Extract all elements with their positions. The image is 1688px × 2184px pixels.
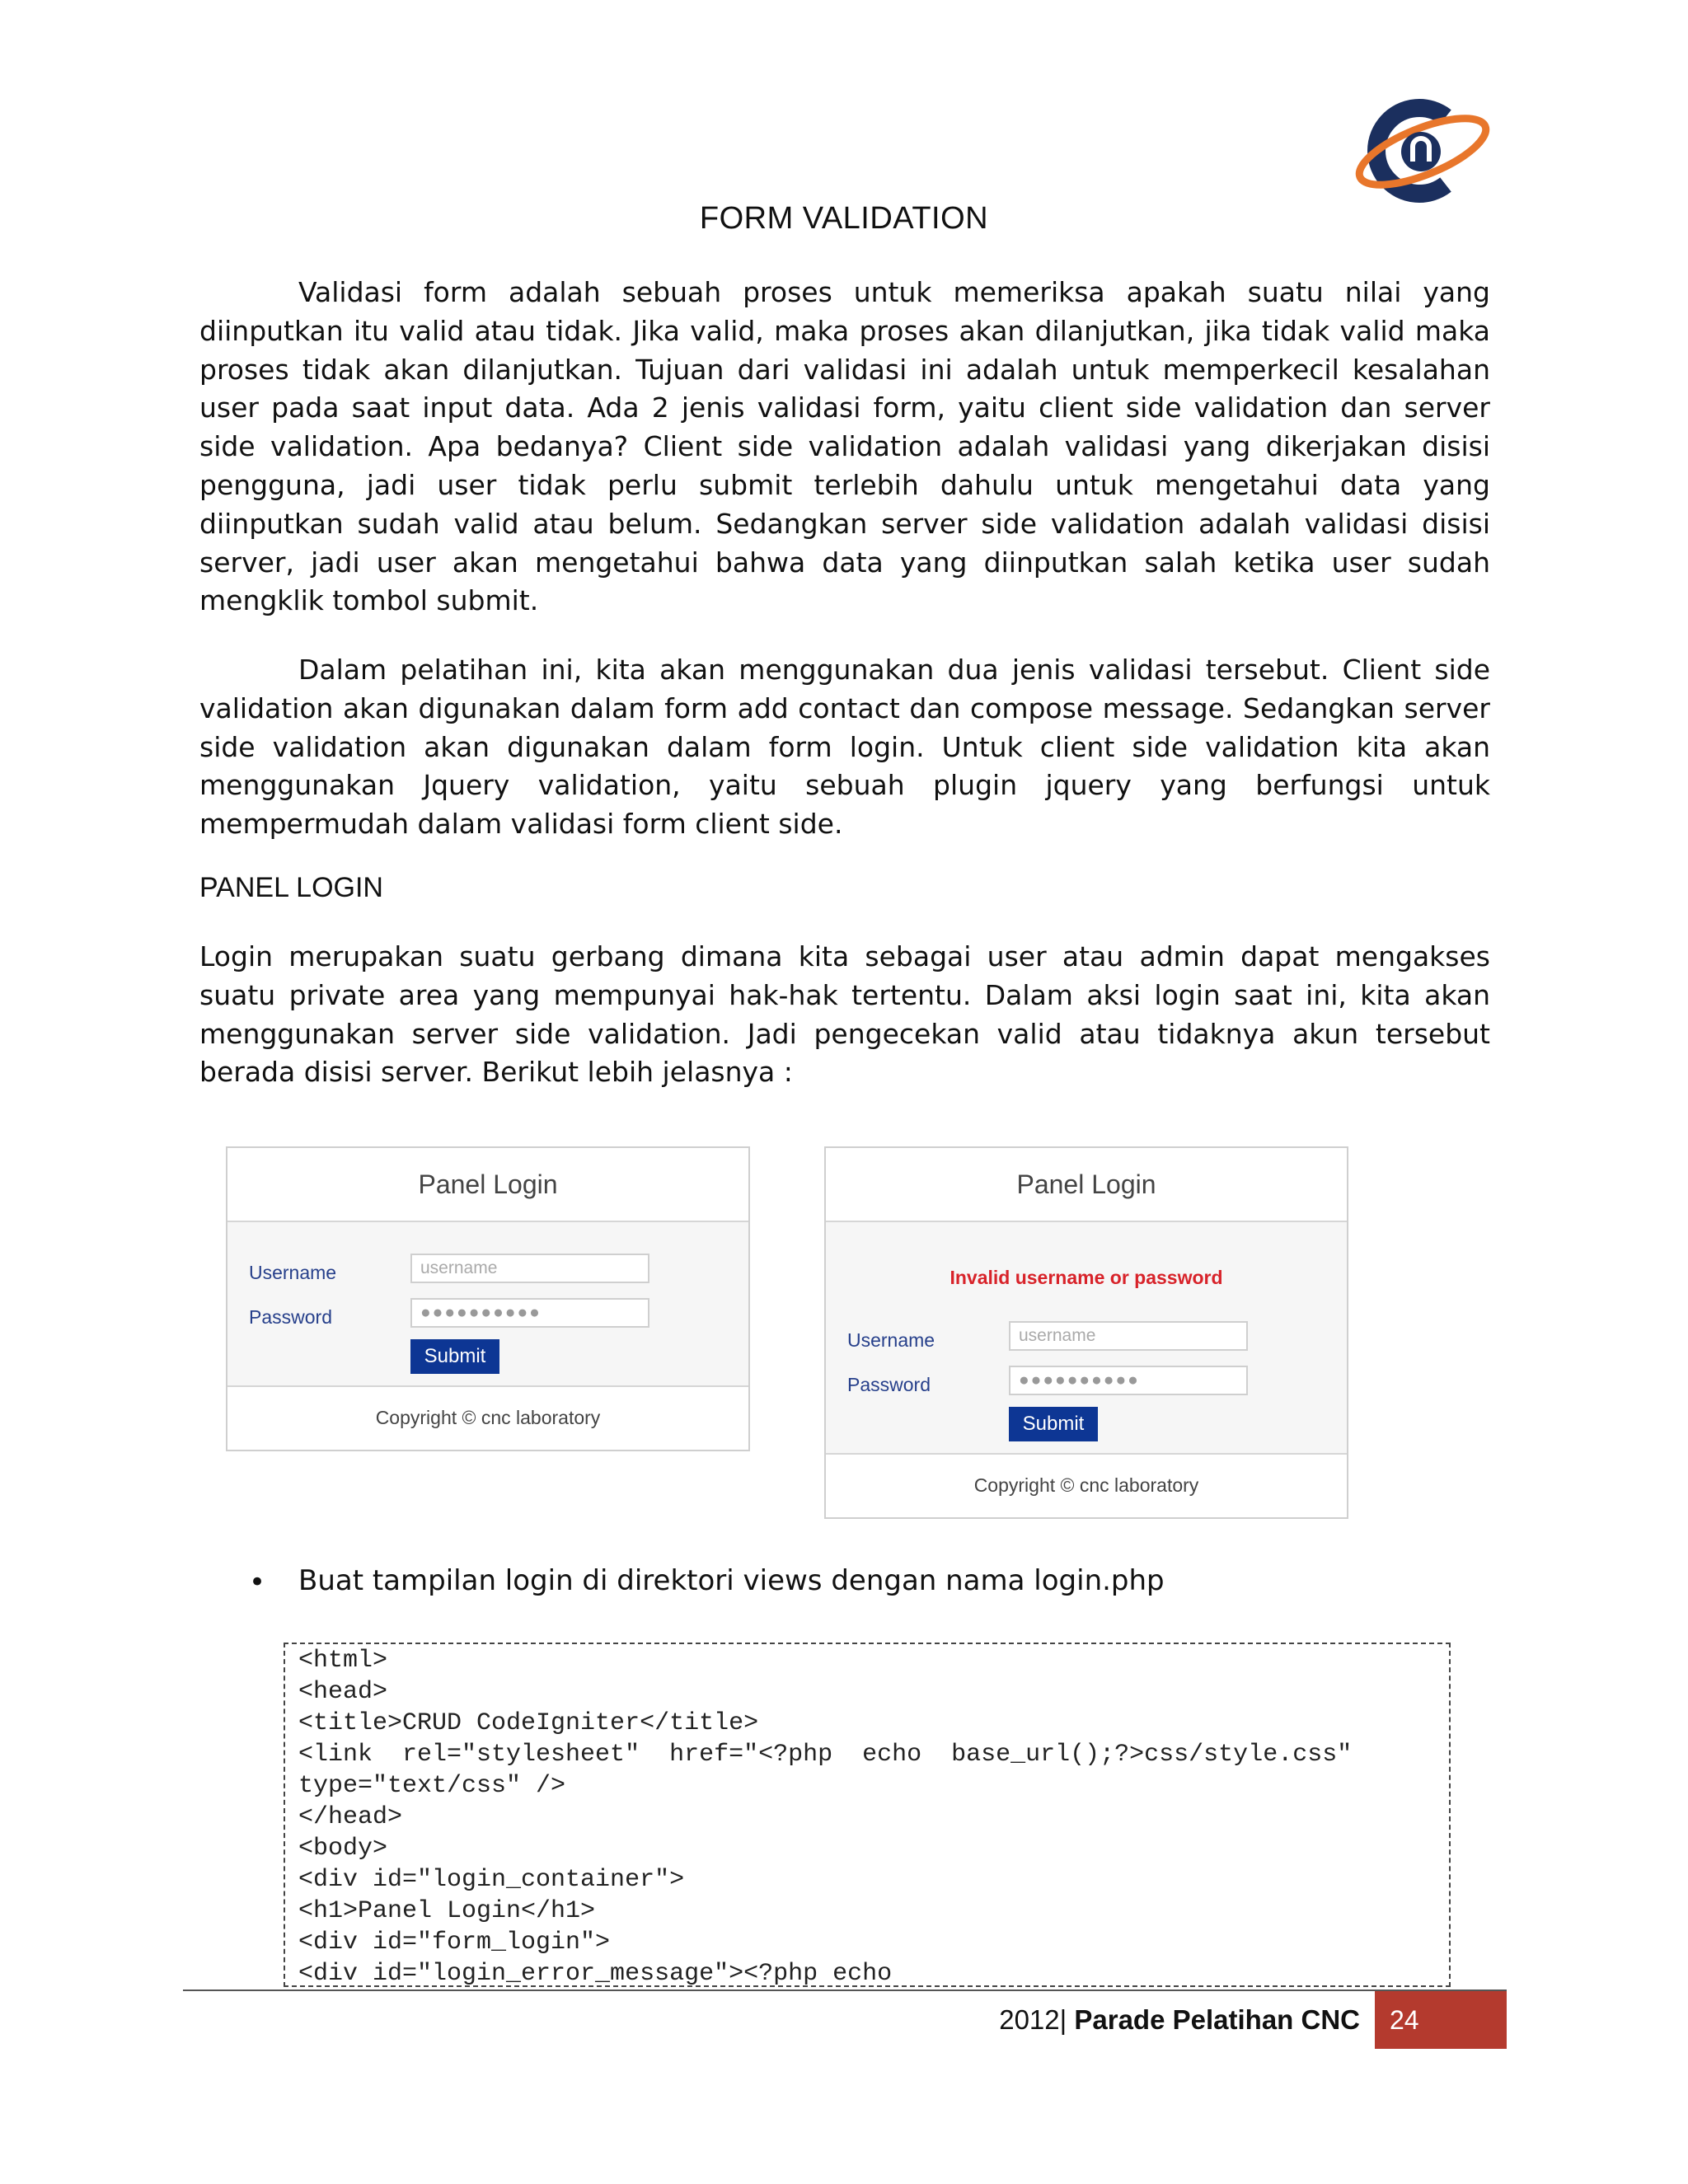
page-number: 24 <box>1375 1991 1507 2049</box>
bullet-item <box>298 1564 1165 1597</box>
panel-title: Panel Login <box>826 1148 1347 1222</box>
section-paragraph: Login merupakan suatu gerbang dimana kita sebagai user atau admin dapat mengakses suatu private area yang mempunyai hak-hak tertentu. Dalam aksi login saat ini, kita akan menggunakan server side validation. Jadi pengecekan valid atau tidaknya akun tersebut berada disisi server. Berikut lebih jelasnya : <box>199 940 1490 1089</box>
code-line: <body> <box>298 1835 388 1863</box>
code-line: <head> <box>298 1678 388 1706</box>
submit-button[interactable]: Submit <box>410 1339 499 1374</box>
panel-title: Panel Login <box>227 1148 748 1222</box>
code-line: <title>CRUD CodeIgniter</title> <box>298 1709 759 1737</box>
password-input[interactable]: ●●●●●●●●●● <box>410 1298 649 1328</box>
code-line: <link rel="stylesheet" href="<?php echo base_url();?>css/style.css" <box>298 1741 1353 1769</box>
footer-title: Parade Pelatihan CNC <box>1074 2004 1360 2035</box>
login-panel-default <box>226 1146 750 1451</box>
panel-form <box>227 1222 748 1385</box>
code-line: <div id="login_container"> <box>298 1866 685 1894</box>
panel-footer: Copyright © cnc laboratory <box>227 1385 748 1448</box>
intro-paragraph: Validasi form adalah sebuah proses untuk memeriksa apakah suatu nilai yang diinputkan itu valid atau tidak. Jika valid, maka proses akan dilanjutkan, jika tidak valid maka proses tidak akan dilanjutkan. Tujuan dari validasi ini adalah untuk memperkecil kesalahan user pada saat input data. Ada 2 jenis validasi form, yaitu client side validation dan server side validation. Apa bedanya? Client side validation adalah validasi yang dikerjakan disisi pengguna, jadi user tidak perlu submit terlebih dahulu untuk mengetahui data yang diinputkan sudah valid atau belum. Sedangkan server side validation adalah validasi disisi server, jadi user akan mengetahui bahwa data yang diinputkan salah ketika user sudah mengklik tombol submit. <box>199 276 1490 617</box>
username-label: Username <box>847 1329 935 1351</box>
login-panel-error <box>824 1146 1348 1519</box>
submit-button[interactable]: Submit <box>1009 1407 1098 1441</box>
password-label: Password <box>249 1306 332 1328</box>
bullet-filename: login.php <box>1034 1564 1165 1597</box>
code-line: <html> <box>298 1647 388 1675</box>
username-label: Username <box>249 1262 337 1283</box>
code-line: </head> <box>298 1803 403 1831</box>
footer-divider <box>183 1990 1507 1991</box>
password-input[interactable]: ●●●●●●●●●● <box>1009 1366 1248 1395</box>
panel-form <box>826 1222 1347 1453</box>
bullet-marker: • <box>249 1566 266 1599</box>
page-title: FORM VALIDATION <box>699 201 989 236</box>
footer-year: 2012| <box>999 2004 1067 2035</box>
panel-footer: Copyright © cnc laboratory <box>826 1453 1347 1516</box>
username-input[interactable]: username <box>1009 1321 1248 1351</box>
second-paragraph: Dalam pelatihan ini, kita akan menggunakan dua jenis validasi tersebut. Client side validation akan digunakan dalam form add contact dan compose message. Sedangkan server side validation akan digunakan dalam form login. Untuk client side validation kita akan menggunakan Jquery validation, yaitu sebuah plugin jquery yang berfungsi untuk mempermudah dalam validasi form client side. <box>199 654 1490 841</box>
code-line: <div id="login_error_message"><?php echo <box>298 1960 893 1987</box>
username-input[interactable]: username <box>410 1254 649 1283</box>
code-block <box>284 1643 1451 1987</box>
cnc-logo <box>1348 92 1497 208</box>
footer-label <box>973 2004 1360 2036</box>
password-label: Password <box>847 1374 931 1395</box>
code-line: <div id="form_login"> <box>298 1929 611 1957</box>
code-line: type="text/css" /> <box>298 1772 566 1800</box>
error-message: Invalid username or password <box>950 1267 1223 1288</box>
code-line: <h1>Panel Login</h1> <box>298 1897 596 1925</box>
section-heading: PANEL LOGIN <box>199 872 383 903</box>
bullet-text: Buat tampilan login di direktori views dengan nama <box>298 1564 1034 1597</box>
